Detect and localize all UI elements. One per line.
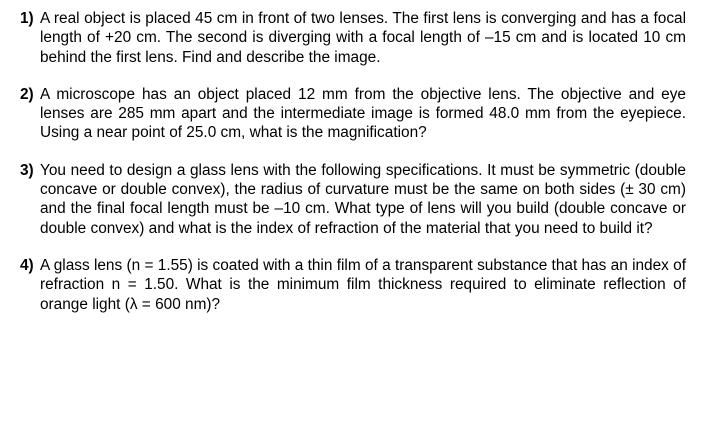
problem-number: 1) [20,10,34,27]
problem-text: A real object is placed 45 cm in front of two lenses. The first lens is converging and has a focal length of +20 cm. The second is diverging with a focal length of –15 cm and is located 10 cm behind the first lens. Find and describe the image. [40,10,686,66]
problem-number: 2) [20,85,34,103]
problem-text: A microscope has an object placed 12 mm from the objective lens. The objective and eye lenses are 285 mm apart and the intermediate image is formed 48.0 mm from the eyepiece. Using a near point of 25.0 cm, what is the magnification? [40,85,686,142]
problem-text: You need to design a glass lens with the following specifications. It must be symmetric (double concave or double convex), the radius of curvature must be the same on both sides (± 30 cm) and the final focal length must be –10 cm. What type of lens will you build (double concave or double convex) and what is the index of refraction of the material that you need to build it? [40,161,686,237]
problem-2 [20,85,686,143]
problem-3 [20,161,686,238]
problem-number: 3) [20,161,34,179]
problem-4 [20,256,686,314]
problem-text: A glass lens (n = 1.55) is coated with a thin film of a transparent substance that has an index of refraction n = 1.50. What is the minimum film thickness required to eliminate reflection of orange light (λ = 600 nm)? [40,256,686,313]
problem-list [20,9,686,314]
problem-1 [20,9,686,67]
problem-number: 4) [20,256,34,274]
